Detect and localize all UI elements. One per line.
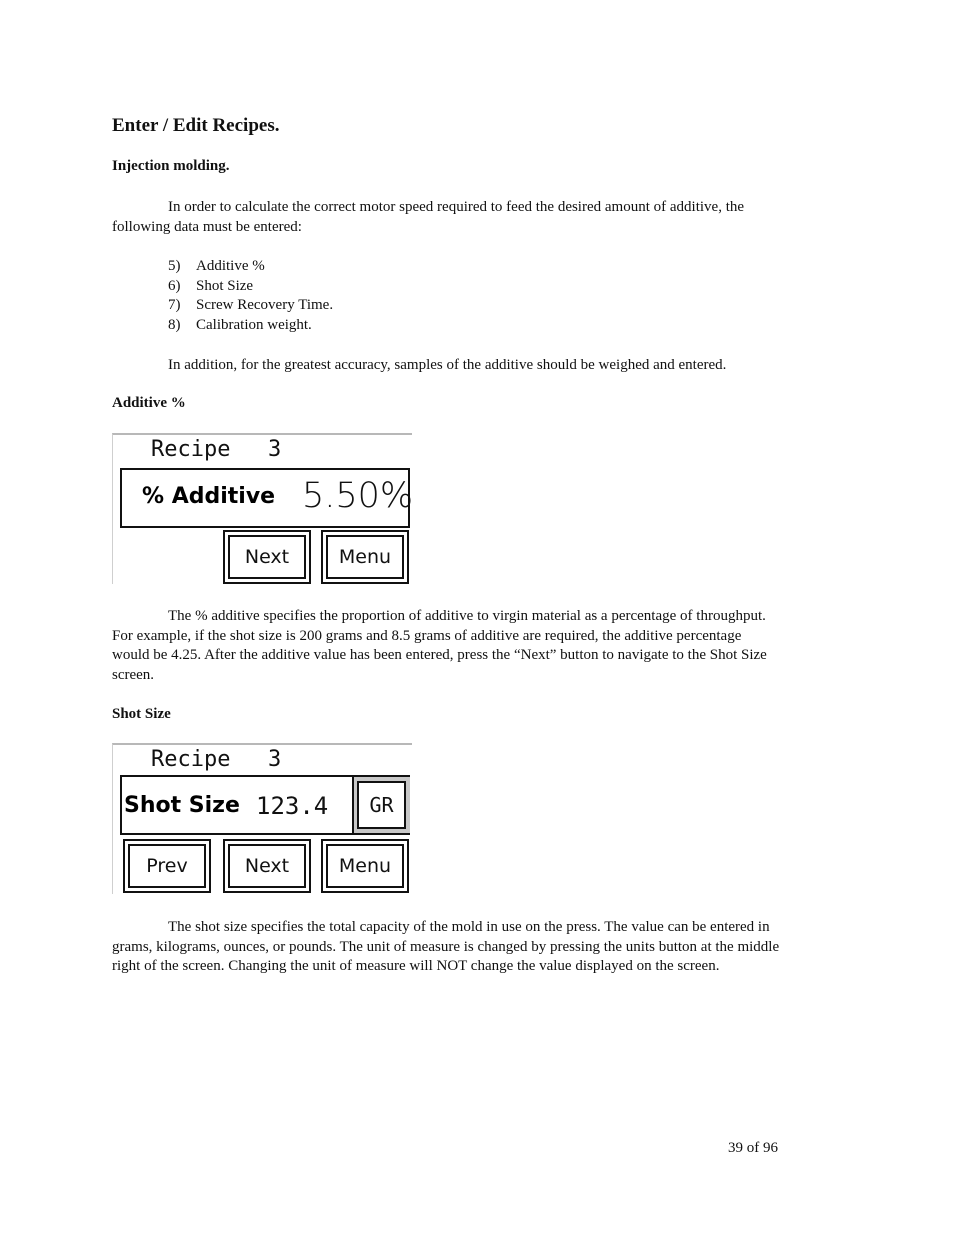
section-heading: Injection molding. <box>112 158 230 174</box>
intro-paragraph <box>112 198 872 237</box>
additive-paragraph <box>112 607 882 685</box>
recipe-number: 3 <box>268 437 282 462</box>
paragraph-line: right of the screen. Changing the unit of measure will NOT change the value displayed on the screen. <box>112 958 720 975</box>
paragraph-line: would be 4.25. After the additive value has been entered, press the “Next” button to navigate to the Shot Size <box>112 647 767 664</box>
required-data-list <box>168 257 333 336</box>
next-button[interactable]: Next <box>223 839 311 893</box>
page-title: Enter / Edit Recipes. <box>112 115 280 136</box>
intro-line: In order to calculate the correct motor speed required to feed the desired amount of additive, the <box>168 199 745 215</box>
shot-size-paragraph <box>112 918 892 977</box>
accuracy-note: In addition, for the greatest accuracy, samples of the additive should be weighed and entered. <box>168 357 727 373</box>
recipe-label: Recipe <box>151 437 231 462</box>
list-item: 7) Screw Recovery Time. <box>168 297 334 314</box>
list-item: 5) Additive % <box>168 258 265 274</box>
additive-screen <box>112 433 412 584</box>
shot-size-heading: Shot Size <box>112 706 171 722</box>
list-item: 8) Calibration weight. <box>168 317 312 334</box>
next-button[interactable]: Next <box>223 530 311 584</box>
paragraph-line: The shot size specifies the total capacity of the mold in use on the press. The value can be entered in <box>168 919 770 935</box>
intro-line: following data must be entered: <box>112 218 302 235</box>
recipe-number: 3 <box>268 747 282 772</box>
units-button-label: GR <box>357 781 406 829</box>
additive-field-label: % Additive <box>142 484 276 509</box>
shot-size-screen <box>112 743 412 894</box>
recipe-label: Recipe <box>151 747 231 772</box>
menu-button[interactable]: Menu <box>321 839 409 893</box>
paragraph-line: screen. <box>112 666 155 683</box>
shot-size-field-label: Shot Size <box>124 793 240 818</box>
menu-button[interactable]: Menu <box>321 530 409 584</box>
page-number: 39 of 96 <box>728 1140 778 1156</box>
additive-value: 5.50% <box>302 476 414 516</box>
prev-button[interactable]: Prev <box>123 839 211 893</box>
paragraph-line: For example, if the shot size is 200 grams and 8.5 grams of additive are required, the additive percentage <box>112 627 742 644</box>
list-item: 6) Shot Size <box>168 277 254 294</box>
paragraph-line: grams, kilograms, ounces, or pounds. The unit of measure is changed by pressing the units button at the middle <box>112 938 780 955</box>
additive-heading: Additive % <box>112 395 186 411</box>
additive-field[interactable] <box>120 468 414 528</box>
paragraph-line: The % additive specifies the proportion of additive to virgin material as a percentage of throughput. <box>168 608 766 624</box>
units-button[interactable] <box>352 777 410 833</box>
shot-size-value: 123.4 <box>256 792 329 820</box>
